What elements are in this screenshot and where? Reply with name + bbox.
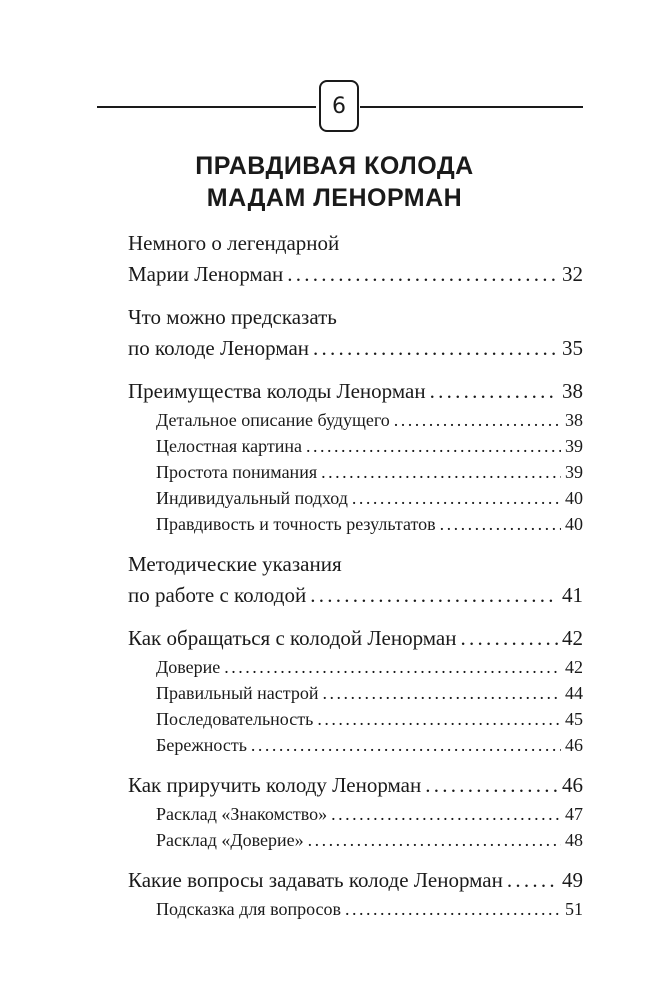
toc-entry-label: по колоде Ленорман (128, 336, 310, 360)
toc-page-number: 41 (562, 583, 583, 607)
toc-subentry-row[interactable] (156, 732, 583, 758)
toc-subsection-list (128, 654, 583, 758)
toc-subsection-list (128, 896, 583, 922)
toc-page-number: 42 (562, 626, 583, 650)
toc-subentry-row[interactable] (156, 654, 583, 680)
dot-leader (345, 896, 561, 922)
toc-subentry-label: Доверие (156, 657, 221, 677)
toc-section (128, 302, 583, 364)
dot-leader (310, 580, 558, 611)
toc-page-number: 35 (562, 336, 583, 360)
toc-section-title-line[interactable]: Что можно предсказать (128, 305, 337, 329)
toc-page-number: 51 (565, 899, 583, 919)
dot-leader (308, 827, 561, 853)
section-gap (128, 537, 583, 549)
toc-entry-row[interactable] (128, 580, 583, 611)
toc-subentry-label: Простота понимания (156, 462, 318, 482)
toc-page-number: 40 (565, 514, 583, 534)
toc-page-number: 48 (565, 830, 583, 850)
toc-subentry-row[interactable] (156, 801, 583, 827)
dot-leader (251, 732, 561, 758)
header-rule-right (360, 106, 583, 108)
chapter-title-line: ПРАВДИВАЯ КОЛОДА (195, 152, 474, 180)
toc-section (128, 228, 583, 290)
toc-page-number: 40 (565, 488, 583, 508)
toc-subentry-label: Расклад «Знакомство» (156, 804, 328, 824)
dot-leader (313, 333, 558, 364)
toc-subentry-row[interactable] (156, 827, 583, 853)
toc-entry-label: Преимущества колоды Ленорман (128, 379, 426, 403)
dot-leader (317, 706, 561, 732)
toc-page-number: 45 (565, 709, 583, 729)
toc-subsection-list (128, 407, 583, 537)
toc-entry-row[interactable] (128, 623, 583, 654)
section-gap (128, 853, 583, 865)
toc-entry-row[interactable] (128, 259, 583, 290)
toc-page-number: 47 (565, 804, 583, 824)
toc-page-number: 46 (565, 735, 583, 755)
section-gap (128, 364, 583, 376)
toc-section-title-line[interactable]: Методические указания (128, 552, 342, 576)
toc-entry-row[interactable] (128, 376, 583, 407)
page-header (97, 80, 583, 134)
toc-subentry-label: Правильный настрой (156, 683, 319, 703)
toc-section (128, 549, 583, 611)
toc-page-number: 38 (565, 410, 583, 430)
dot-leader (306, 433, 561, 459)
dot-leader (430, 376, 558, 407)
chapter-title (0, 150, 669, 214)
toc-page-number: 38 (562, 379, 583, 403)
dot-leader (394, 407, 561, 433)
page-number: 6 (319, 80, 359, 132)
section-gap (128, 290, 583, 302)
dot-leader (425, 770, 558, 801)
toc-subentry-label: Подсказка для вопросов (156, 899, 342, 919)
toc-subentry-label: Бережность (156, 735, 247, 755)
toc-page-number: 44 (565, 683, 583, 703)
header-rule-left (97, 106, 316, 108)
toc-section (128, 623, 583, 758)
toc-entry-label: Как приручить колоду Ленорман (128, 773, 422, 797)
dot-leader (507, 865, 558, 896)
toc-subentry-row[interactable] (156, 459, 583, 485)
toc-section (128, 865, 583, 922)
toc-entry-row[interactable] (128, 865, 583, 896)
toc-page-number: 42 (565, 657, 583, 677)
toc-subentry-label: Расклад «Доверие» (156, 830, 304, 850)
toc-page-number: 32 (562, 262, 583, 286)
section-gap (128, 758, 583, 770)
toc-subentry-label: Правдивость и точность результатов (156, 514, 436, 534)
dot-leader (440, 511, 561, 537)
toc-subentry-row[interactable] (156, 896, 583, 922)
toc-subentry-row[interactable] (156, 407, 583, 433)
toc-entry-row[interactable] (128, 333, 583, 364)
dot-leader (460, 623, 558, 654)
toc-section (128, 770, 583, 853)
toc-page-number: 49 (562, 868, 583, 892)
chapter-title-line: МАДАМ ЛЕНОРМАН (206, 184, 463, 212)
toc-subentry-label: Детальное описание будущего (156, 410, 390, 430)
toc-subentry-label: Индивидуальный подход (156, 488, 348, 508)
toc-subentry-row[interactable] (156, 680, 583, 706)
dot-leader (287, 259, 558, 290)
section-gap (128, 611, 583, 623)
dot-leader (224, 654, 561, 680)
toc-subentry-row[interactable] (156, 706, 583, 732)
dot-leader (321, 459, 561, 485)
dot-leader (352, 485, 561, 511)
toc-subentry-label: Последовательность (156, 709, 314, 729)
toc-section (128, 376, 583, 537)
toc-page-number: 46 (562, 773, 583, 797)
toc-page-number: 39 (565, 436, 583, 456)
toc-section-title-line[interactable]: Немного о легендарной (128, 231, 340, 255)
toc-entry-label: Какие вопросы задавать колоде Ленорман (128, 868, 503, 892)
toc-entry-label: Как обращаться с колодой Ленорман (128, 626, 457, 650)
toc-entry-label: по работе с колодой (128, 583, 307, 607)
toc-subentry-row[interactable] (156, 485, 583, 511)
toc-page-number: 39 (565, 462, 583, 482)
toc-subentry-row[interactable] (156, 433, 583, 459)
toc-entry-label: Марии Ленорман (128, 262, 284, 286)
dot-leader (331, 801, 561, 827)
toc-subentry-label: Целостная картина (156, 436, 303, 456)
toc-subsection-list (128, 801, 583, 853)
toc-entry-row[interactable] (128, 770, 583, 801)
dot-leader (323, 680, 561, 706)
toc-subentry-row[interactable] (156, 511, 583, 537)
table-of-contents (128, 228, 583, 922)
